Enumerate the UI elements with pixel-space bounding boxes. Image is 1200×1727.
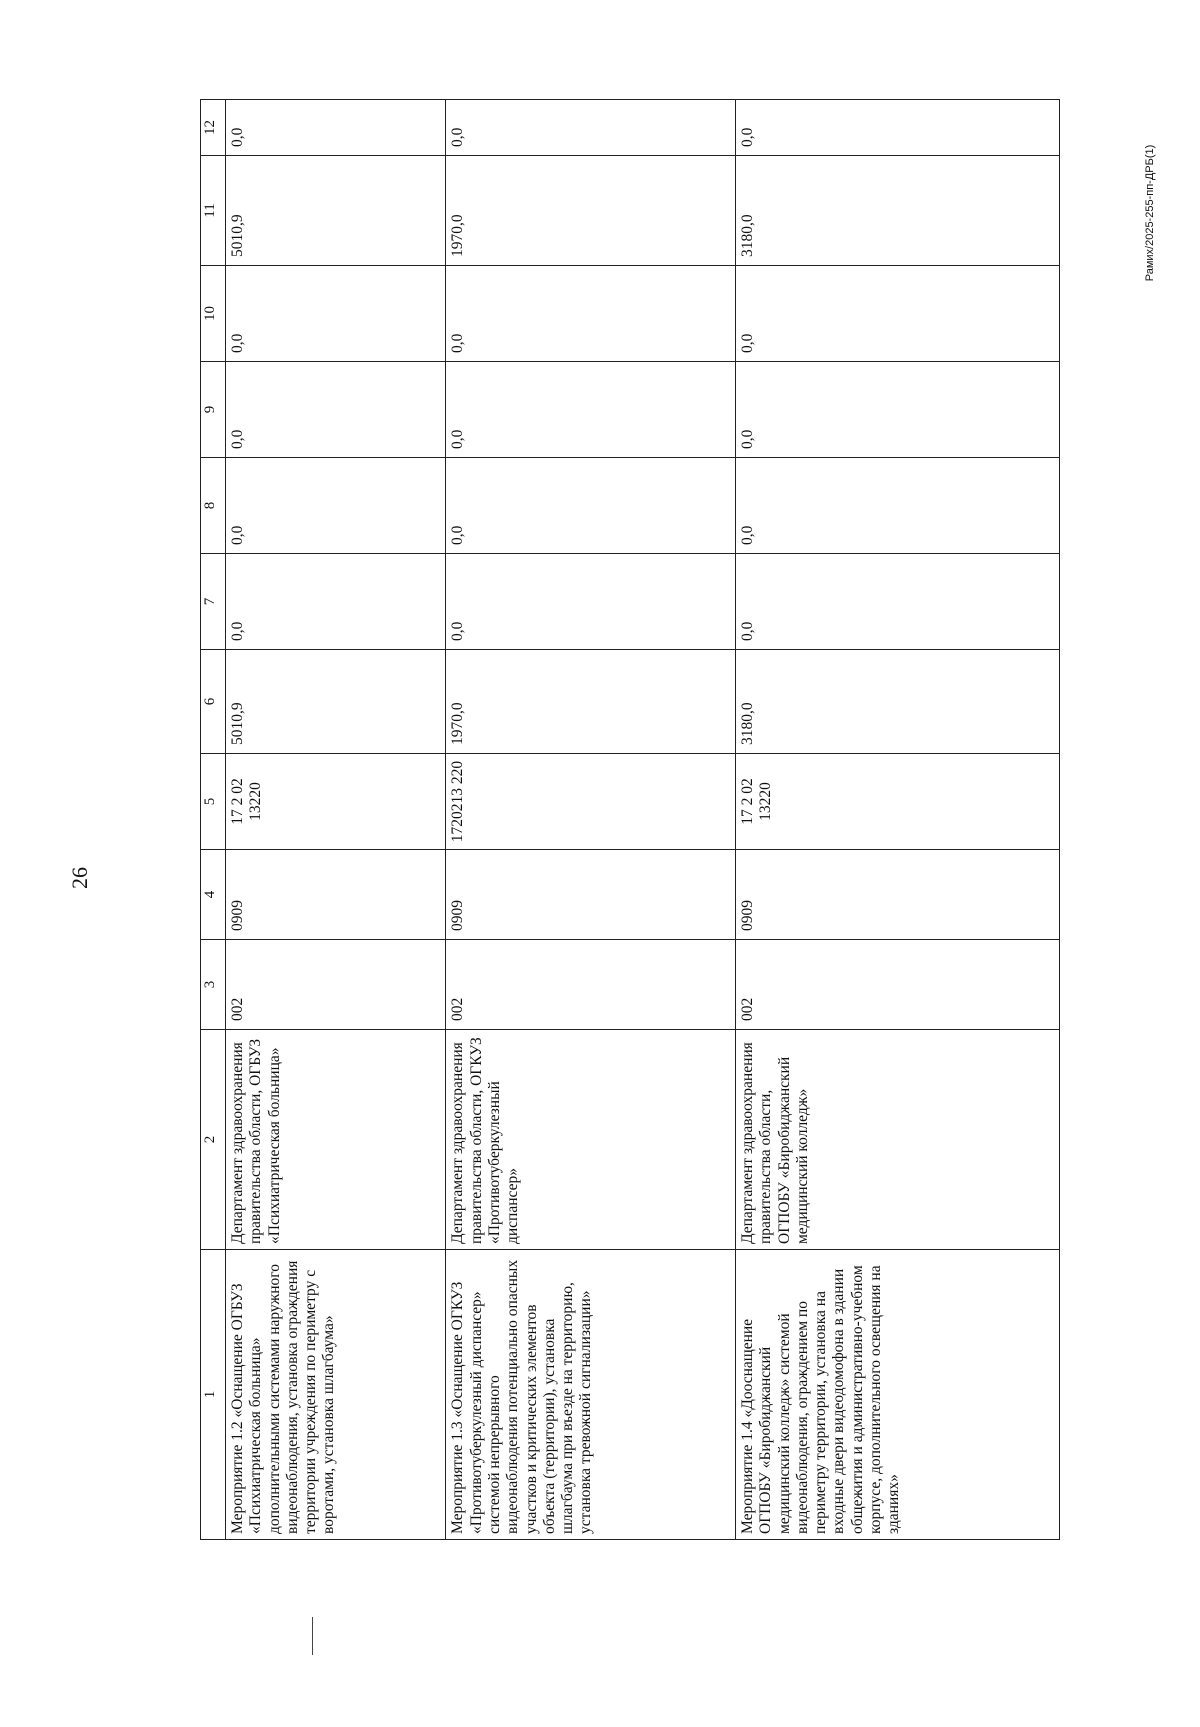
- document-reference: Рамих/2025-255-пп-ДРБ(1): [1144, 144, 1156, 282]
- responsible-executor: Департамент здравоохранения правительства области, ОГБУЗ «Психиатрическая больница»: [226, 1030, 446, 1250]
- table-row: [735, 100, 1059, 1540]
- cell-col9: 0,0: [446, 362, 736, 458]
- header-row: [201, 100, 226, 1540]
- cell-col10: 0,0: [446, 266, 736, 362]
- cell-col11: 3180,0: [735, 156, 1059, 266]
- cell-col8: 0,0: [735, 458, 1059, 554]
- cell-col7: 0,0: [226, 554, 446, 650]
- col-header-4: 4: [201, 850, 226, 940]
- cell-col9: 0,0: [735, 362, 1059, 458]
- cell-col6: 3180,0: [735, 650, 1059, 754]
- cell-col6: 5010,9: [226, 650, 446, 754]
- cell-col9: 0,0: [226, 362, 446, 458]
- table-row: [446, 100, 736, 1540]
- cell-col6: 1970,0: [446, 650, 736, 754]
- cell-col3: 002: [735, 940, 1059, 1030]
- cell-col5: 17 2 02 13220: [226, 754, 446, 850]
- cell-col8: 0,0: [446, 458, 736, 554]
- margin-rule: [312, 1617, 313, 1655]
- activity-description: Мероприятие 1.2 «Оснащение ОГБУЗ «Психиатрическая больница» дополнительными системами наружного видеонаблюдения, установка ограждения территории учреждения по периметру с воротами, установка шлагбаума»: [226, 1250, 446, 1540]
- cell-col3: 002: [226, 940, 446, 1030]
- cell-col4: 0909: [226, 850, 446, 940]
- cell-col7: 0,0: [735, 554, 1059, 650]
- col-header-1: 1: [201, 1250, 226, 1540]
- cell-col10: 0,0: [226, 266, 446, 362]
- cell-col12: 0,0: [226, 100, 446, 156]
- col-header-2: 2: [201, 1030, 226, 1250]
- col-header-8: 8: [201, 458, 226, 554]
- col-header-5: 5: [201, 754, 226, 850]
- col-header-10: 10: [201, 266, 226, 362]
- cell-col12: 0,0: [735, 100, 1059, 156]
- cell-col10: 0,0: [735, 266, 1059, 362]
- cell-col3: 002: [446, 940, 736, 1030]
- col-header-6: 6: [201, 650, 226, 754]
- activity-description: Мероприятие 1.4 «Дооснащение ОГПОБУ «Биробиджанский медицинский колледж» системой видеонаблюдения, ограждением по периметру территории, установка на входные двери видеодомофона в здании общежития и административно-учебном корпусе, дополнительного освещения на зданиях»: [735, 1250, 1059, 1540]
- page-number: 26: [67, 867, 92, 889]
- cell-col5: 1720213 220: [446, 754, 736, 850]
- col-header-9: 9: [201, 362, 226, 458]
- activity-description: Мероприятие 1.3 «Оснащение ОГКУЗ «Противотуберкулезный диспансер» системой непрерывного видеонаблюдения потенциально опасных участков и критических элементов объекта (территории), установка шлагбаума при въезде на территорию, установка тревожной сигнализации»: [446, 1250, 736, 1540]
- cell-col11: 1970,0: [446, 156, 736, 266]
- col-header-11: 11: [201, 156, 226, 266]
- col-header-12: 12: [201, 100, 226, 156]
- cell-col7: 0,0: [446, 554, 736, 650]
- responsible-executor: Департамент здравоохранения правительства области, ОГПОБУ «Биробиджанский медицинский колледж»: [735, 1030, 1059, 1250]
- cell-col8: 0,0: [226, 458, 446, 554]
- cell-col4: 0909: [735, 850, 1059, 940]
- col-header-3: 3: [201, 940, 226, 1030]
- cell-col11: 5010,9: [226, 156, 446, 266]
- cell-col5: 17 2 02 13220: [735, 754, 1059, 850]
- col-header-7: 7: [201, 554, 226, 650]
- table-row: [226, 100, 446, 1540]
- budget-table: [200, 99, 1060, 1540]
- cell-col4: 0909: [446, 850, 736, 940]
- cell-col12: 0,0: [446, 100, 736, 156]
- responsible-executor: Департамент здравоохранения правительства области, ОГКУЗ «Противотуберкулезный диспансер»: [446, 1030, 736, 1250]
